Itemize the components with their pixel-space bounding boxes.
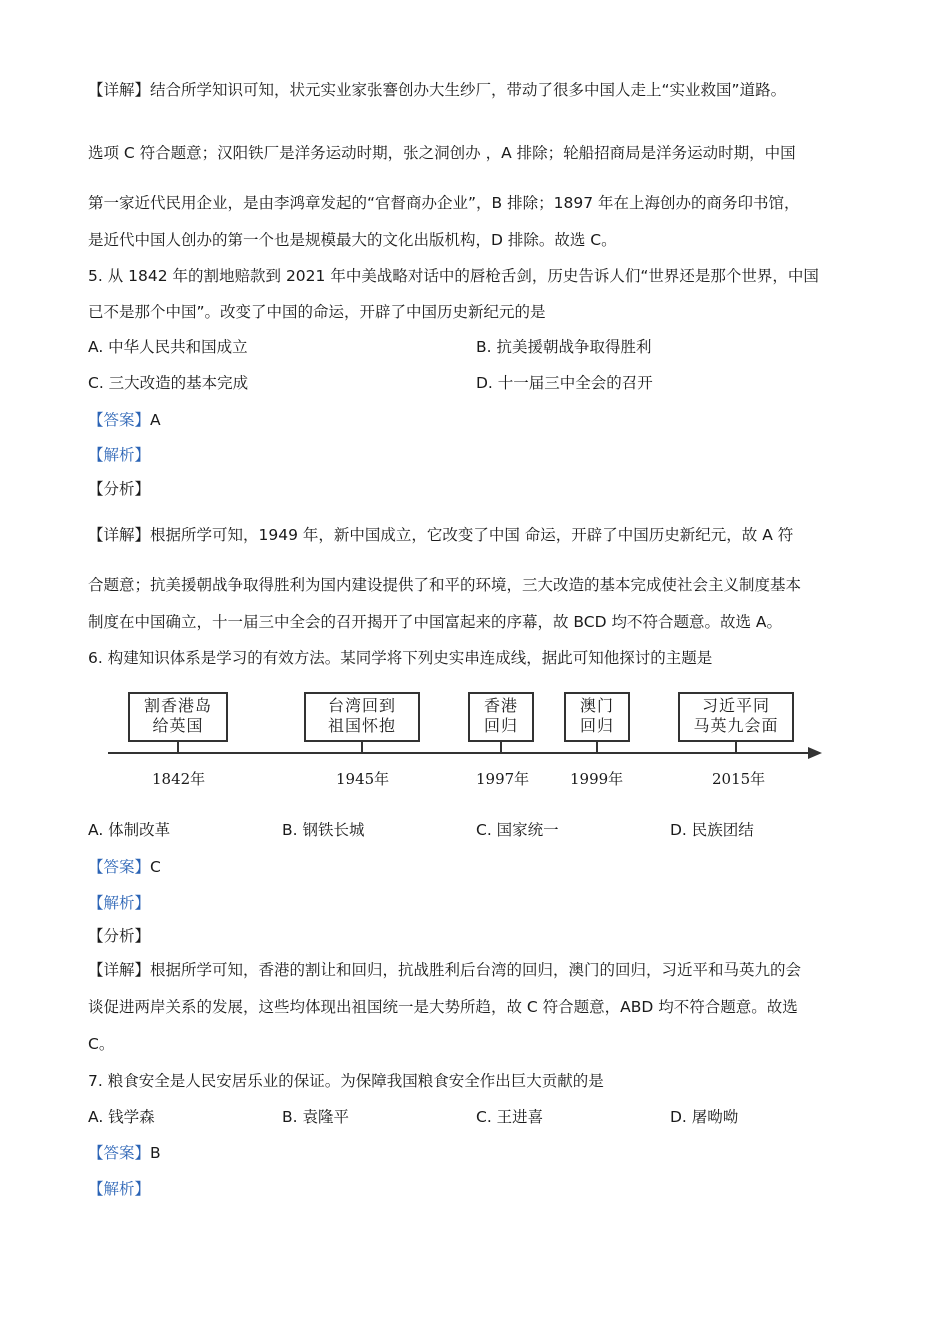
q6-jiexi-label: 【解析】 [88, 894, 151, 912]
q7-option-d: D. 屠呦呦 [670, 1108, 739, 1126]
timeline-event-text: 习近平同 [701, 696, 770, 715]
timeline-stem [735, 742, 737, 752]
timeline-event-1999 [564, 692, 630, 742]
q5-detail-line-1: 【详解】根据所学可知，1949 年，新中国成立，它改变了中国 命运，开辟了中国历史新纪元，故 A 符 [88, 526, 794, 544]
q5-option-c: C. 三大改造的基本完成 [88, 374, 249, 392]
q5-answer-label: 【答案】 [88, 411, 151, 429]
q6-stem: 6. 构建知识体系是学习的有效方法。某同学将下列史实串连成线，据此可知他探讨的主题是 [88, 649, 713, 667]
timeline-event-text: 回归 [483, 716, 518, 735]
timeline-event-text: 给英国 [152, 716, 204, 735]
timeline-event-text: 祖国怀抱 [327, 716, 396, 735]
timeline-year-2015: 2015年 [712, 770, 766, 788]
q7-answer-label: 【答案】 [88, 1144, 151, 1162]
q6-detail-line-2: 谈促进两岸关系的发展，这些均体现出祖国统一是大势所趋，故 C 符合题意，ABD 均不符合题意。故选 [88, 998, 798, 1016]
q6-option-d: D. 民族团结 [670, 821, 754, 839]
q5-stem-line-1: 5. 从 1842 年的割地赔款到 2021 年中美战略对话中的唇枪舌剑，历史告诉人们“世界还是那个世界，中国 [88, 267, 819, 285]
timeline-event-1997 [468, 692, 534, 742]
timeline-event-1945 [304, 692, 420, 742]
timeline-year-1842: 1842年 [152, 770, 206, 788]
q7-answer-value: B [150, 1144, 161, 1162]
q7-jiexi-label: 【解析】 [88, 1180, 151, 1198]
q6-timeline [108, 688, 828, 798]
q7-stem: 7. 粮食安全是人民安居乐业的保证。为保障我国粮食安全作出巨大贡献的是 [88, 1072, 604, 1090]
timeline-year-1999: 1999年 [570, 770, 624, 788]
timeline-stem [596, 742, 598, 752]
q5-detail-line-2: 合题意；抗美援朝战争取得胜利为国内建设提供了和平的环境，三大改造的基本完成使社会主义制度基本 [88, 576, 802, 594]
timeline-axis [108, 752, 814, 754]
q7-option-a: A. 钱学森 [88, 1108, 155, 1126]
timeline-event-1842 [128, 692, 228, 742]
timeline-year-1997: 1997年 [476, 770, 530, 788]
q6-option-c: C. 国家统一 [476, 821, 559, 839]
q4-detail-line-4: 是近代中国人创办的第一个也是规模最大的文化出版机构，D 排除。故选 C。 [88, 231, 617, 249]
timeline-event-text: 割香港岛 [143, 696, 212, 715]
q5-jiexi-label: 【解析】 [88, 446, 151, 464]
q7-option-b: B. 袁隆平 [282, 1108, 349, 1126]
q6-option-b: B. 钢铁长城 [282, 821, 365, 839]
timeline-event-text: 香港 [483, 696, 518, 715]
q5-option-a: A. 中华人民共和国成立 [88, 338, 248, 356]
q4-detail-line-2: 选项 C 符合题意；汉阳铁厂是洋务运动时期，张之洞创办 ，A 排除；轮船招商局是洋务运动时期，中国 [88, 144, 796, 162]
timeline-stem [500, 742, 502, 752]
timeline-year-1945: 1945年 [336, 770, 390, 788]
q4-detail-line-3: 第一家近代民用企业，是由李鸿章发起的“官督商办企业”，B 排除；1897 年在上海创办的商务印书馆， [88, 194, 800, 212]
q5-option-b: B. 抗美援朝战争取得胜利 [476, 338, 652, 356]
q5-detail-line-3: 制度在中国确立，十一届三中全会的召开揭开了中国富起来的序幕，故 BCD 均不符合题意。故选 A。 [88, 613, 783, 631]
timeline-event-2015 [678, 692, 794, 742]
q7-answer [88, 1142, 161, 1164]
q6-detail-line-3: C。 [88, 1035, 115, 1053]
timeline-event-text: 回归 [579, 716, 614, 735]
q5-fenxi-label: 【分析】 [88, 480, 151, 498]
q6-option-a: A. 体制改革 [88, 821, 171, 839]
q6-detail-line-1: 【详解】根据所学可知，香港的割让和回归，抗战胜利后台湾的回归，澳门的回归，习近平和马英九的会 [88, 961, 802, 979]
timeline-event-text: 马英九会面 [693, 716, 779, 735]
q4-detail-line-1: 【详解】结合所学知识可知，状元实业家张謇创办大生纱厂，带动了很多中国人走上“实业救国”道路。 [88, 81, 787, 99]
timeline-stem [177, 742, 179, 752]
timeline-event-text: 澳门 [579, 696, 614, 715]
q5-answer-value: A [150, 411, 161, 429]
timeline-stem [361, 742, 363, 752]
q6-answer [88, 856, 161, 878]
q5-option-d: D. 十一届三中全会的召开 [476, 374, 653, 392]
q7-option-c: C. 王进喜 [476, 1108, 544, 1126]
q6-fenxi-label: 【分析】 [88, 927, 151, 945]
q6-answer-value: C [150, 858, 161, 876]
q6-answer-label: 【答案】 [88, 858, 151, 876]
q5-answer [88, 409, 161, 431]
timeline-arrow-icon [808, 747, 822, 759]
timeline-event-text: 台湾回到 [327, 696, 396, 715]
q5-stem-line-2: 已不是那个中国”。改变了中国的命运，开辟了中国历史新纪元的是 [88, 303, 546, 321]
